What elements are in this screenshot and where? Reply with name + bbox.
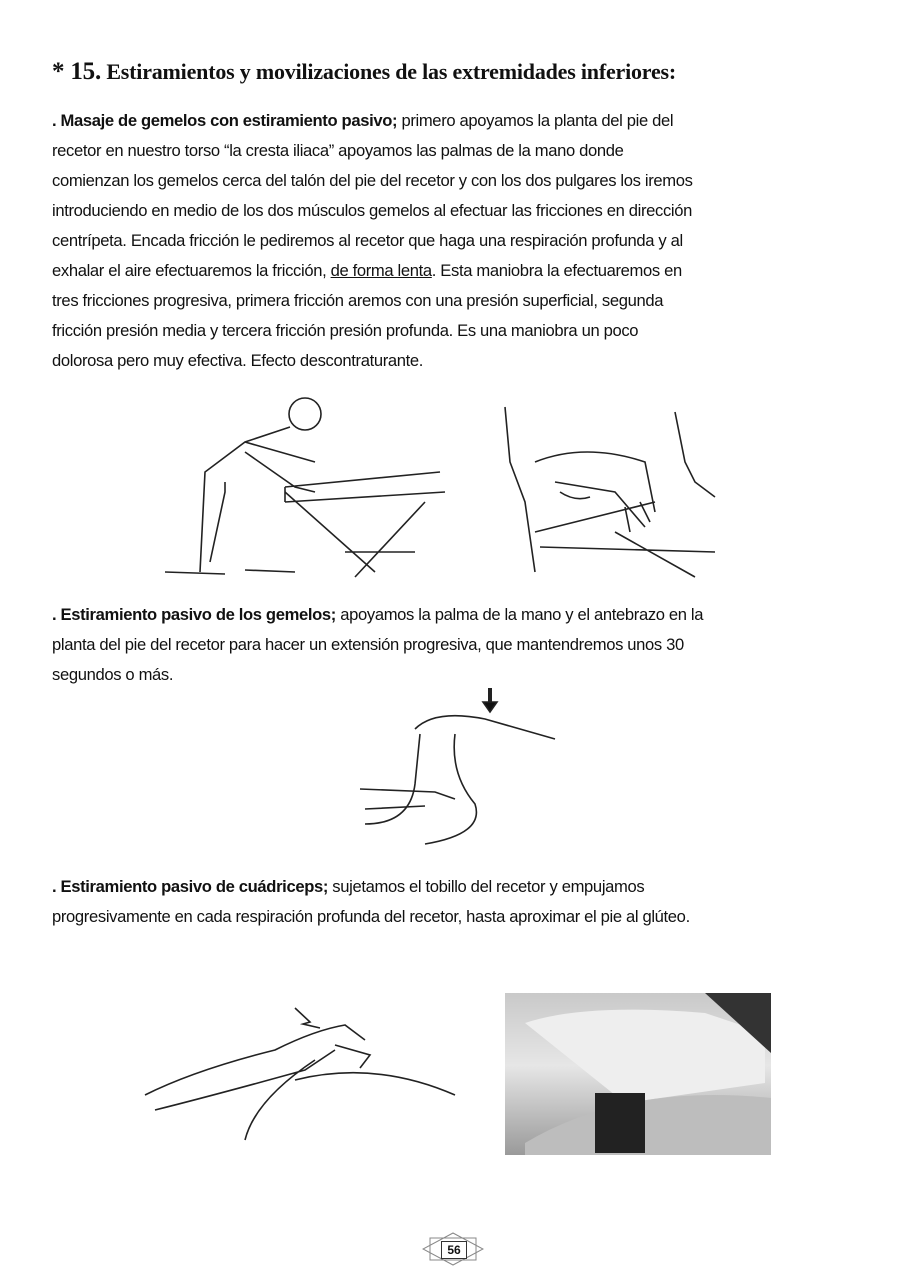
illustration-quadriceps-stretch	[135, 1000, 465, 1155]
section-calf-massage: . Masaje de gemelos con estiramiento pasivo; primero apoyamos la planta del pie del recetor en nuestro torso “la cresta iliaca” apoyamos las palmas de la mano donde comienzan los gemelos cerca del talón del pie del recetor y con los dos pulgares los iremos introduciendo en medio de los dos músculos gemelos al efectuar las fricciones en dirección centrípeta. Encada fricción le pediremos al recetor que haga una respiración profunda y al exhalar el aire efectuaremos la fricción, de forma lenta. Esta maniobra la efectuaremos en tres fricciones progresiva, primera fricción aremos con una presión superficial, segunda fricción presión media y tercera fricción presión profunda. Es una maniobra un poco dolorosa pero muy efectiva. Efecto descontraturante.	[52, 111, 693, 370]
illustration-calf-stretch	[325, 684, 585, 854]
illustration-calf-massage-table	[165, 392, 465, 582]
page-title: * 15. Estiramientos y movilizaciones de las extremidades inferiores:	[52, 58, 677, 85]
page-number: 56	[422, 1232, 484, 1266]
section-quadriceps-stretch: . Estiramiento pasivo de cuádriceps; sujetamos el tobillo del recetor y empujamos progresivamente en cada respiración profunda del recetor, hasta aproximar el pie al glúteo.	[52, 877, 690, 926]
section-calf-stretch: . Estiramiento pasivo de los gemelos; apoyamos la palma de la mano y el antebrazo en la planta del pie del recetor para hacer un extensión progresiva, que mantendremos unos 30 segundos o más.	[52, 605, 704, 684]
illustration-calf-massage-hands	[495, 402, 720, 582]
photo-quadriceps-stretch	[505, 993, 771, 1155]
